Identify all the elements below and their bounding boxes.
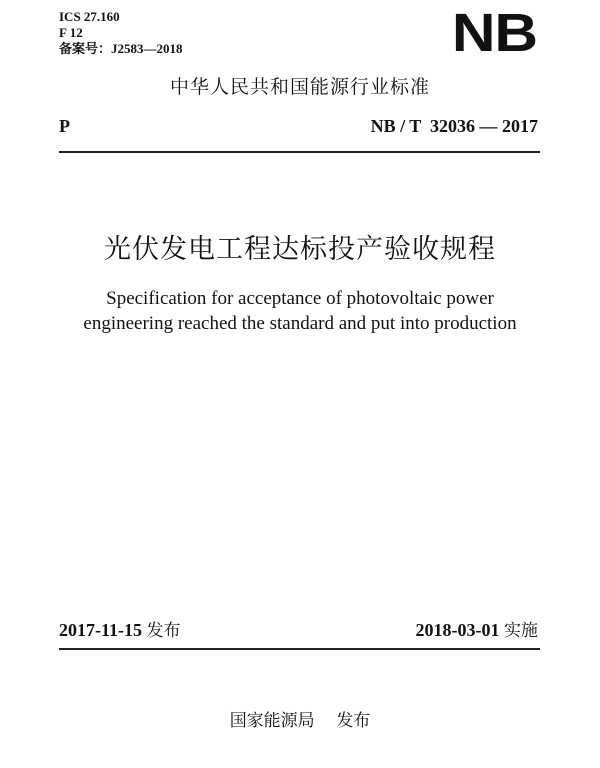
issue-date bbox=[59, 619, 181, 642]
issuing-authority bbox=[0, 706, 600, 731]
issue-date-value: 2017-11-15 bbox=[59, 620, 142, 640]
english-title-line-1: Specification for acceptance of photovoltaic power bbox=[106, 288, 494, 309]
classification-code: P bbox=[59, 116, 70, 136]
issuer-name: 国家能源局 bbox=[229, 711, 315, 731]
ccs-code: F 12 bbox=[59, 25, 83, 40]
nb-logo: NB bbox=[451, 3, 537, 63]
record-number: 备案号：J2583—2018 bbox=[59, 41, 183, 56]
implement-date-value: 2018-03-01 bbox=[415, 620, 500, 640]
standard-number: NB / T 32036 — 2017 bbox=[370, 116, 538, 136]
english-title-line-2: engineering reached the standard and put into production bbox=[83, 313, 517, 334]
issue-label: 发布 bbox=[146, 621, 181, 641]
industry-standard-title: 中华人民共和国能源行业标准 bbox=[169, 76, 430, 98]
top-divider bbox=[59, 151, 540, 153]
implement-date bbox=[416, 619, 539, 642]
chinese-title: 光伏发电工程达标投产验收规程 bbox=[104, 234, 496, 265]
implement-label: 实施 bbox=[504, 621, 538, 641]
issuer-label: 发布 bbox=[336, 711, 371, 731]
bottom-divider bbox=[59, 648, 540, 650]
ics-code: ICS 27.160 bbox=[59, 9, 120, 24]
